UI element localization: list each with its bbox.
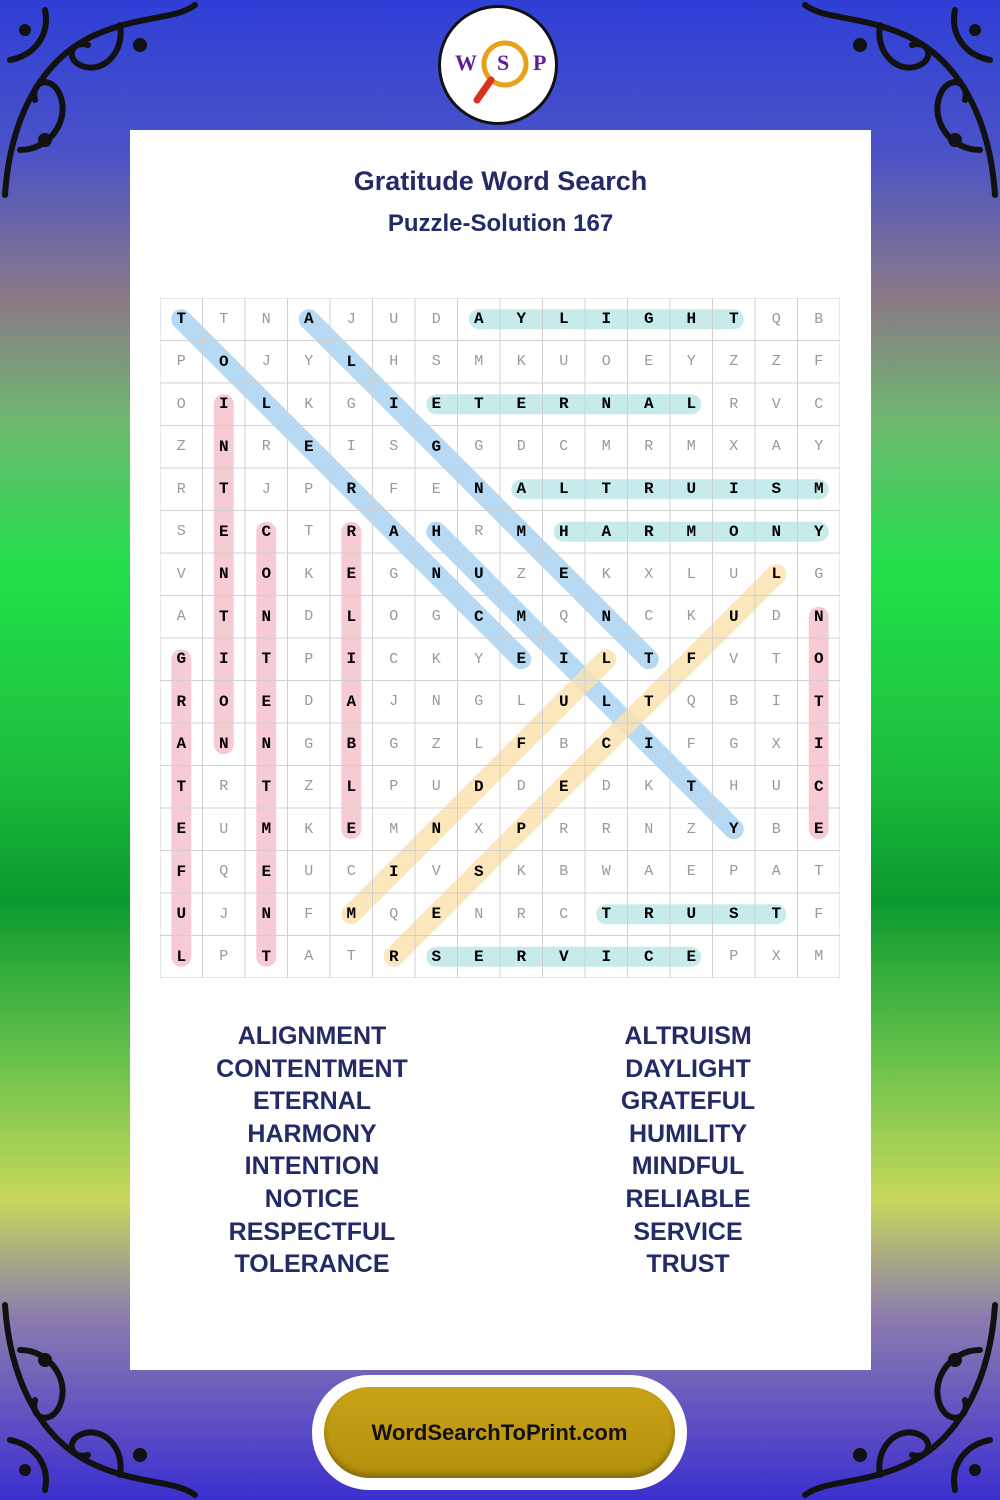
grid-cell[interactable]: R bbox=[388, 947, 399, 966]
grid-cell[interactable]: L bbox=[516, 693, 526, 711]
grid-cell[interactable]: S bbox=[389, 438, 399, 456]
grid-cell[interactable]: N bbox=[813, 607, 824, 626]
grid-cell[interactable]: E bbox=[473, 947, 484, 966]
grid-cell[interactable]: M bbox=[686, 522, 697, 541]
grid-cell[interactable]: R bbox=[643, 905, 654, 924]
grid-cell[interactable]: M bbox=[346, 905, 357, 924]
word-list-item: MINDFUL bbox=[631, 1152, 745, 1181]
grid-cell[interactable]: P bbox=[219, 948, 229, 966]
grid-cell[interactable]: T bbox=[473, 395, 484, 414]
grid-cell[interactable]: J bbox=[219, 905, 229, 923]
word-list-item: TRUST bbox=[646, 1250, 730, 1279]
grid-cell[interactable]: R bbox=[729, 395, 739, 413]
grid-cell[interactable]: Y bbox=[304, 353, 314, 371]
grid-cell[interactable]: W bbox=[601, 863, 611, 881]
grid-cell[interactable]: N bbox=[601, 607, 612, 626]
grid-cell[interactable]: L bbox=[474, 735, 484, 753]
grid-cell[interactable]: U bbox=[558, 692, 569, 711]
grid-cell[interactable]: U bbox=[771, 778, 781, 796]
grid-cell[interactable]: J bbox=[261, 353, 271, 371]
grid-cell[interactable]: M bbox=[261, 820, 272, 839]
grid-cell[interactable]: N bbox=[601, 395, 612, 414]
grid-cell[interactable]: K bbox=[644, 778, 654, 796]
grid-cell[interactable]: Y bbox=[814, 438, 824, 456]
grid-cell[interactable]: F bbox=[516, 735, 527, 754]
grid-cell[interactable]: P bbox=[304, 650, 314, 668]
grid-cell[interactable]: E bbox=[686, 947, 697, 966]
word-list-item: SERVICE bbox=[633, 1217, 743, 1246]
grid-cell[interactable]: L bbox=[176, 947, 187, 966]
grid-cell[interactable]: I bbox=[346, 438, 356, 456]
logo-letter-s: S bbox=[497, 50, 510, 75]
grid-cell[interactable]: P bbox=[729, 863, 739, 881]
grid-cell[interactable]: F bbox=[389, 480, 399, 498]
grid-cell[interactable]: I bbox=[601, 947, 612, 966]
grid-cell[interactable]: Z bbox=[304, 778, 314, 796]
grid-cell[interactable]: T bbox=[813, 692, 824, 711]
grid-cell[interactable]: S bbox=[176, 523, 186, 541]
grid-cell[interactable]: N bbox=[218, 437, 229, 456]
grid-cell[interactable]: I bbox=[218, 650, 229, 669]
word-list-left-column bbox=[162, 1020, 462, 1281]
grid-cell[interactable]: Z bbox=[686, 820, 696, 838]
grid-cell[interactable]: A bbox=[516, 480, 527, 499]
grid-cell[interactable]: X bbox=[474, 820, 484, 838]
grid-cell[interactable]: L bbox=[346, 352, 357, 371]
grid-cell[interactable]: K bbox=[601, 565, 611, 583]
grid-cell[interactable]: R bbox=[219, 778, 229, 796]
grid-cell[interactable]: K bbox=[516, 353, 526, 371]
grid-cell[interactable]: C bbox=[261, 522, 272, 541]
grid-cell[interactable]: T bbox=[218, 607, 229, 626]
grid-cell[interactable]: D bbox=[304, 693, 314, 711]
grid-cell[interactable]: U bbox=[729, 565, 739, 583]
word-list-item: RESPECTFUL bbox=[228, 1217, 396, 1246]
grid-cell[interactable]: A bbox=[473, 310, 484, 329]
grid-cell[interactable]: L bbox=[558, 480, 569, 499]
grid-cell[interactable]: H bbox=[389, 353, 399, 371]
word-list-item: HARMONY bbox=[247, 1119, 377, 1148]
grid-cell[interactable]: R bbox=[474, 523, 484, 541]
grid-cell[interactable]: A bbox=[771, 438, 781, 456]
grid-cell[interactable]: V bbox=[729, 650, 739, 668]
grid-cell[interactable]: V bbox=[176, 565, 186, 583]
grid-cell[interactable]: G bbox=[389, 565, 399, 583]
grid-cell[interactable]: D bbox=[771, 608, 781, 626]
word-list-item: ETERNAL bbox=[252, 1087, 372, 1116]
grid-cell[interactable]: N bbox=[218, 735, 229, 754]
word-list-item: GRATEFUL bbox=[620, 1087, 756, 1116]
grid-cell[interactable]: Z bbox=[176, 438, 186, 456]
footer-badge bbox=[312, 1375, 687, 1490]
grid-cell[interactable]: O bbox=[261, 565, 272, 584]
grid-cell[interactable]: P bbox=[304, 480, 314, 498]
grid-cell[interactable]: F bbox=[304, 905, 314, 923]
grid-cell[interactable]: G bbox=[304, 735, 314, 753]
grid-cell[interactable]: M bbox=[389, 820, 399, 838]
grid-cell[interactable]: S bbox=[431, 947, 442, 966]
grid-cell[interactable]: T bbox=[601, 480, 612, 499]
grid-cell[interactable]: L bbox=[686, 565, 696, 583]
grid-cell[interactable]: N bbox=[431, 565, 442, 584]
grid-cell[interactable]: K bbox=[431, 650, 441, 668]
grid-cell[interactable]: C bbox=[601, 735, 612, 754]
grid-cell[interactable]: Q bbox=[559, 608, 569, 626]
grid-cell[interactable]: O bbox=[601, 353, 611, 371]
grid-cell[interactable]: O bbox=[813, 650, 824, 669]
logo-letter-w: W bbox=[455, 50, 477, 75]
grid-cell[interactable]: D bbox=[473, 777, 484, 796]
grid-cell[interactable]: N bbox=[431, 820, 442, 839]
grid-cell[interactable]: K bbox=[304, 395, 314, 413]
grid-cell[interactable]: X bbox=[729, 438, 739, 456]
grid-cell[interactable]: R bbox=[346, 522, 357, 541]
grid-cell[interactable]: L bbox=[771, 565, 782, 584]
grid-cell[interactable]: L bbox=[601, 650, 612, 669]
word-list-item: TOLERANCE bbox=[234, 1250, 390, 1279]
grid-cell[interactable]: S bbox=[728, 905, 739, 924]
grid-cell[interactable]: G bbox=[474, 438, 484, 456]
grid-cell[interactable]: M bbox=[516, 607, 527, 626]
grid-cell[interactable]: Y bbox=[686, 353, 696, 371]
grid-cell[interactable]: A bbox=[176, 608, 186, 626]
grid-cell[interactable]: P bbox=[389, 778, 399, 796]
grid-cell[interactable]: O bbox=[218, 352, 229, 371]
grid-cell[interactable]: U bbox=[686, 905, 697, 924]
grid-cell[interactable]: F bbox=[686, 735, 696, 753]
grid-cell[interactable]: M bbox=[813, 480, 824, 499]
grid-cell[interactable]: N bbox=[771, 522, 782, 541]
grid-cell[interactable]: U bbox=[473, 565, 484, 584]
grid-cell[interactable]: U bbox=[389, 310, 399, 328]
grid-cell[interactable]: P bbox=[176, 353, 186, 371]
logo-letter-p: P bbox=[533, 50, 547, 75]
grid-cell[interactable]: T bbox=[771, 650, 781, 668]
grid-cell[interactable]: R bbox=[346, 480, 357, 499]
grid-cell[interactable]: D bbox=[516, 778, 526, 796]
grid-cell[interactable]: T bbox=[261, 947, 272, 966]
word-list-item: INTENTION bbox=[244, 1152, 380, 1181]
grid-cell[interactable]: F bbox=[814, 353, 824, 371]
grid-cell[interactable]: B bbox=[729, 693, 739, 711]
grid-cell[interactable]: E bbox=[644, 353, 654, 371]
grid-cell[interactable]: O bbox=[176, 395, 186, 413]
grid-cell[interactable]: I bbox=[813, 735, 824, 754]
grid-cell[interactable]: Y bbox=[516, 310, 527, 329]
grid-cell[interactable]: G bbox=[814, 565, 824, 583]
grid-cell[interactable]: R bbox=[516, 947, 527, 966]
grid-cell[interactable]: G bbox=[176, 650, 187, 669]
grid-cell[interactable]: L bbox=[558, 310, 569, 329]
grid-cell[interactable]: H bbox=[431, 522, 442, 541]
grid-cell[interactable]: F bbox=[814, 905, 824, 923]
grid-cell[interactable]: E bbox=[813, 820, 824, 839]
grid-cell[interactable]: U bbox=[431, 778, 441, 796]
grid-cell[interactable]: H bbox=[729, 778, 739, 796]
grid-cell[interactable]: G bbox=[389, 735, 399, 753]
grid-cell[interactable]: C bbox=[559, 438, 569, 456]
grid-cell[interactable]: C bbox=[559, 905, 569, 923]
grid-cell[interactable]: E bbox=[346, 565, 357, 584]
grid-cell[interactable]: G bbox=[643, 310, 654, 329]
grid-cell[interactable]: N bbox=[473, 480, 484, 499]
grid-cell[interactable]: X bbox=[644, 565, 654, 583]
grid-cell[interactable]: T bbox=[304, 523, 314, 541]
grid-cell[interactable]: J bbox=[389, 693, 399, 711]
grid-cell[interactable]: A bbox=[601, 522, 612, 541]
grid-cell[interactable]: Y bbox=[474, 650, 484, 668]
grid-cell[interactable]: T bbox=[261, 777, 272, 796]
grid-cell[interactable]: K bbox=[686, 608, 696, 626]
grid-cell[interactable]: C bbox=[813, 777, 824, 796]
grid-cell[interactable]: H bbox=[558, 522, 569, 541]
grid-cell[interactable]: N bbox=[261, 905, 272, 924]
grid-cell[interactable]: R bbox=[601, 820, 611, 838]
grid-cell[interactable]: N bbox=[261, 735, 272, 754]
grid-cell[interactable]: U bbox=[304, 863, 314, 881]
grid-cell[interactable]: S bbox=[431, 353, 441, 371]
grid-cell[interactable]: R bbox=[176, 480, 186, 498]
grid-cell[interactable]: Z bbox=[771, 353, 781, 371]
page-title: Gratitude Word Search bbox=[353, 166, 648, 196]
grid-cell[interactable]: Y bbox=[813, 522, 824, 541]
grid-cell[interactable]: N bbox=[474, 905, 484, 923]
grid-cell[interactable]: U bbox=[219, 820, 229, 838]
grid-cell[interactable]: N bbox=[431, 693, 441, 711]
grid-cell[interactable]: T bbox=[346, 948, 356, 966]
grid-cell[interactable]: H bbox=[686, 310, 697, 329]
grid-cell[interactable]: R bbox=[516, 905, 526, 923]
word-list-item: NOTICE bbox=[264, 1184, 360, 1213]
grid-cell[interactable]: I bbox=[771, 693, 781, 711]
grid-cell[interactable]: R bbox=[644, 438, 654, 456]
grid-cell[interactable]: V bbox=[431, 863, 441, 881]
grid-cell[interactable]: T bbox=[219, 310, 229, 328]
grid-cell[interactable]: E bbox=[558, 777, 569, 796]
grid-cell[interactable]: J bbox=[261, 480, 271, 498]
grid-cell[interactable]: T bbox=[176, 777, 187, 796]
grid-cell[interactable]: T bbox=[643, 692, 654, 711]
grid-cell[interactable]: T bbox=[771, 905, 782, 924]
grid-cell[interactable]: L bbox=[346, 607, 357, 626]
grid-cell[interactable]: K bbox=[516, 863, 526, 881]
grid-cell[interactable]: P bbox=[729, 948, 739, 966]
grid-cell[interactable]: M bbox=[601, 438, 611, 456]
grid-cell[interactable]: O bbox=[389, 608, 399, 626]
grid-cell[interactable]: U bbox=[686, 480, 697, 499]
grid-cell[interactable]: V bbox=[771, 395, 781, 413]
grid-cell[interactable]: I bbox=[601, 310, 612, 329]
grid-cell[interactable]: D bbox=[516, 438, 526, 456]
grid-cell[interactable]: Y bbox=[728, 820, 739, 839]
grid-cell[interactable]: I bbox=[558, 650, 569, 669]
grid-cell[interactable]: M bbox=[474, 353, 484, 371]
grid-cell[interactable]: U bbox=[728, 607, 739, 626]
grid-cell[interactable]: I bbox=[643, 735, 654, 754]
grid-cell[interactable]: A bbox=[388, 522, 399, 541]
grid-cell[interactable]: R bbox=[643, 522, 654, 541]
grid-cell[interactable]: A bbox=[346, 692, 357, 711]
grid-cell[interactable]: C bbox=[643, 947, 654, 966]
grid-cell[interactable]: M bbox=[686, 438, 696, 456]
grid-cell[interactable]: T bbox=[643, 650, 654, 669]
grid-cell[interactable]: L bbox=[686, 395, 697, 414]
grid-cell[interactable]: E bbox=[558, 565, 569, 584]
grid-cell[interactable]: K bbox=[304, 565, 314, 583]
grid-cell[interactable]: B bbox=[346, 735, 357, 754]
grid-cell[interactable]: B bbox=[559, 735, 569, 753]
site-logo[interactable] bbox=[438, 5, 558, 125]
grid-cell[interactable]: S bbox=[473, 862, 484, 881]
grid-cell[interactable]: G bbox=[431, 608, 441, 626]
grid-cell[interactable]: R bbox=[558, 395, 569, 414]
grid-cell[interactable]: D bbox=[304, 608, 314, 626]
grid-cell[interactable]: O bbox=[728, 522, 739, 541]
grid-cell[interactable]: E bbox=[516, 650, 527, 669]
grid-cell[interactable]: E bbox=[686, 863, 696, 881]
grid-cell[interactable]: K bbox=[304, 820, 314, 838]
grid-cell[interactable]: A bbox=[176, 735, 187, 754]
word-list-item: DAYLIGHT bbox=[625, 1054, 751, 1083]
grid-cell[interactable]: Q bbox=[771, 310, 781, 328]
grid-cell[interactable]: C bbox=[346, 863, 356, 881]
grid-cell[interactable]: Q bbox=[219, 863, 229, 881]
grid-cell[interactable]: G bbox=[729, 735, 739, 753]
grid-cell[interactable]: T bbox=[261, 650, 272, 669]
grid-cell[interactable]: A bbox=[644, 863, 654, 881]
site-link[interactable]: WordSearchToPrint.com bbox=[324, 1387, 675, 1478]
word-list-item: ALIGNMENT bbox=[237, 1022, 387, 1050]
grid-cell[interactable]: C bbox=[473, 607, 484, 626]
grid-cell[interactable]: T bbox=[176, 310, 187, 329]
grid-cell[interactable]: U bbox=[559, 353, 569, 371]
grid-cell[interactable]: E bbox=[431, 905, 442, 924]
grid-cell[interactable]: O bbox=[218, 692, 229, 711]
grid-cell[interactable]: F bbox=[176, 862, 187, 881]
grid-cell[interactable]: Z bbox=[516, 565, 526, 583]
grid-cell[interactable]: N bbox=[261, 607, 272, 626]
grid-cell[interactable]: E bbox=[261, 862, 272, 881]
grid-cell[interactable]: E bbox=[176, 820, 187, 839]
grid-cell[interactable]: C bbox=[814, 395, 824, 413]
grid-cell[interactable]: L bbox=[601, 692, 612, 711]
word-list-right-column bbox=[538, 1020, 838, 1281]
grid-cell[interactable]: E bbox=[261, 692, 272, 711]
grid-cell[interactable]: R bbox=[261, 438, 271, 456]
grid-cell[interactable]: P bbox=[516, 820, 527, 839]
grid-cell[interactable]: Q bbox=[389, 905, 399, 923]
grid-cell[interactable]: I bbox=[388, 862, 399, 881]
grid-cell[interactable]: A bbox=[771, 863, 781, 881]
grid-cell[interactable]: E bbox=[303, 437, 314, 456]
grid-cell[interactable]: N bbox=[644, 820, 654, 838]
grid-cell[interactable]: I bbox=[218, 395, 229, 414]
grid-cell[interactable]: E bbox=[431, 480, 441, 498]
page-subtitle: Puzzle-Solution 167 bbox=[387, 210, 614, 237]
grid-cell[interactable]: R bbox=[643, 480, 654, 499]
grid-cell[interactable]: Z bbox=[729, 353, 739, 371]
grid-cell[interactable]: R bbox=[176, 692, 187, 711]
grid-cell[interactable]: M bbox=[814, 948, 824, 966]
grid-cell[interactable]: F bbox=[686, 650, 697, 669]
grid-cell[interactable]: B bbox=[814, 310, 824, 328]
grid-cell[interactable]: E bbox=[218, 522, 229, 541]
grid-cell[interactable]: D bbox=[431, 310, 441, 328]
grid-cell[interactable]: B bbox=[559, 863, 569, 881]
grid-cell[interactable]: L bbox=[346, 777, 357, 796]
grid-cell[interactable]: S bbox=[771, 480, 782, 499]
grid-cell[interactable]: N bbox=[218, 565, 229, 584]
grid-cell[interactable]: E bbox=[431, 395, 442, 414]
grid-cell[interactable]: T bbox=[601, 905, 612, 924]
grid-cell[interactable]: U bbox=[176, 905, 187, 924]
grid-cell[interactable]: T bbox=[218, 480, 229, 499]
grid-cell[interactable]: A bbox=[643, 395, 654, 414]
grid-cell[interactable]: Q bbox=[686, 693, 696, 711]
grid-cell[interactable]: Z bbox=[431, 735, 441, 753]
word-list-item: CONTENTMENT bbox=[216, 1054, 408, 1083]
grid-cell[interactable]: J bbox=[346, 310, 356, 328]
grid-cell[interactable]: E bbox=[346, 820, 357, 839]
grid-cell[interactable]: X bbox=[771, 948, 781, 966]
grid-cell[interactable]: T bbox=[814, 863, 824, 881]
grid-cell[interactable]: A bbox=[304, 948, 314, 966]
grid-cell[interactable]: B bbox=[771, 820, 781, 838]
grid-cell[interactable]: D bbox=[601, 778, 611, 796]
grid-cell[interactable]: X bbox=[771, 735, 781, 753]
grid-cell[interactable]: V bbox=[558, 947, 569, 966]
grid-cell[interactable]: I bbox=[728, 480, 739, 499]
word-list-item: HUMILITY bbox=[628, 1119, 748, 1148]
grid-cell[interactable]: T bbox=[728, 310, 739, 329]
grid-cell[interactable]: A bbox=[303, 310, 314, 329]
puzzle-card bbox=[130, 130, 871, 1370]
grid-cell[interactable]: I bbox=[346, 650, 357, 669]
grid-cell[interactable]: I bbox=[388, 395, 399, 414]
grid-cell[interactable]: G bbox=[431, 437, 442, 456]
grid-cell[interactable]: G bbox=[474, 693, 484, 711]
grid-cell[interactable]: L bbox=[261, 395, 272, 414]
word-list-item: RELIABLE bbox=[625, 1184, 751, 1213]
grid-cell[interactable]: C bbox=[389, 650, 399, 668]
grid-cell[interactable]: E bbox=[516, 395, 527, 414]
grid-cell[interactable]: N bbox=[261, 310, 271, 328]
grid-cell[interactable]: M bbox=[516, 522, 527, 541]
grid-cell[interactable]: G bbox=[346, 395, 356, 413]
grid-cell[interactable]: C bbox=[644, 608, 654, 626]
word-list-item: ALTRUISM bbox=[624, 1022, 752, 1050]
grid-cell[interactable]: R bbox=[559, 820, 569, 838]
grid-cell[interactable]: T bbox=[686, 777, 697, 796]
word-search-grid bbox=[160, 298, 840, 978]
